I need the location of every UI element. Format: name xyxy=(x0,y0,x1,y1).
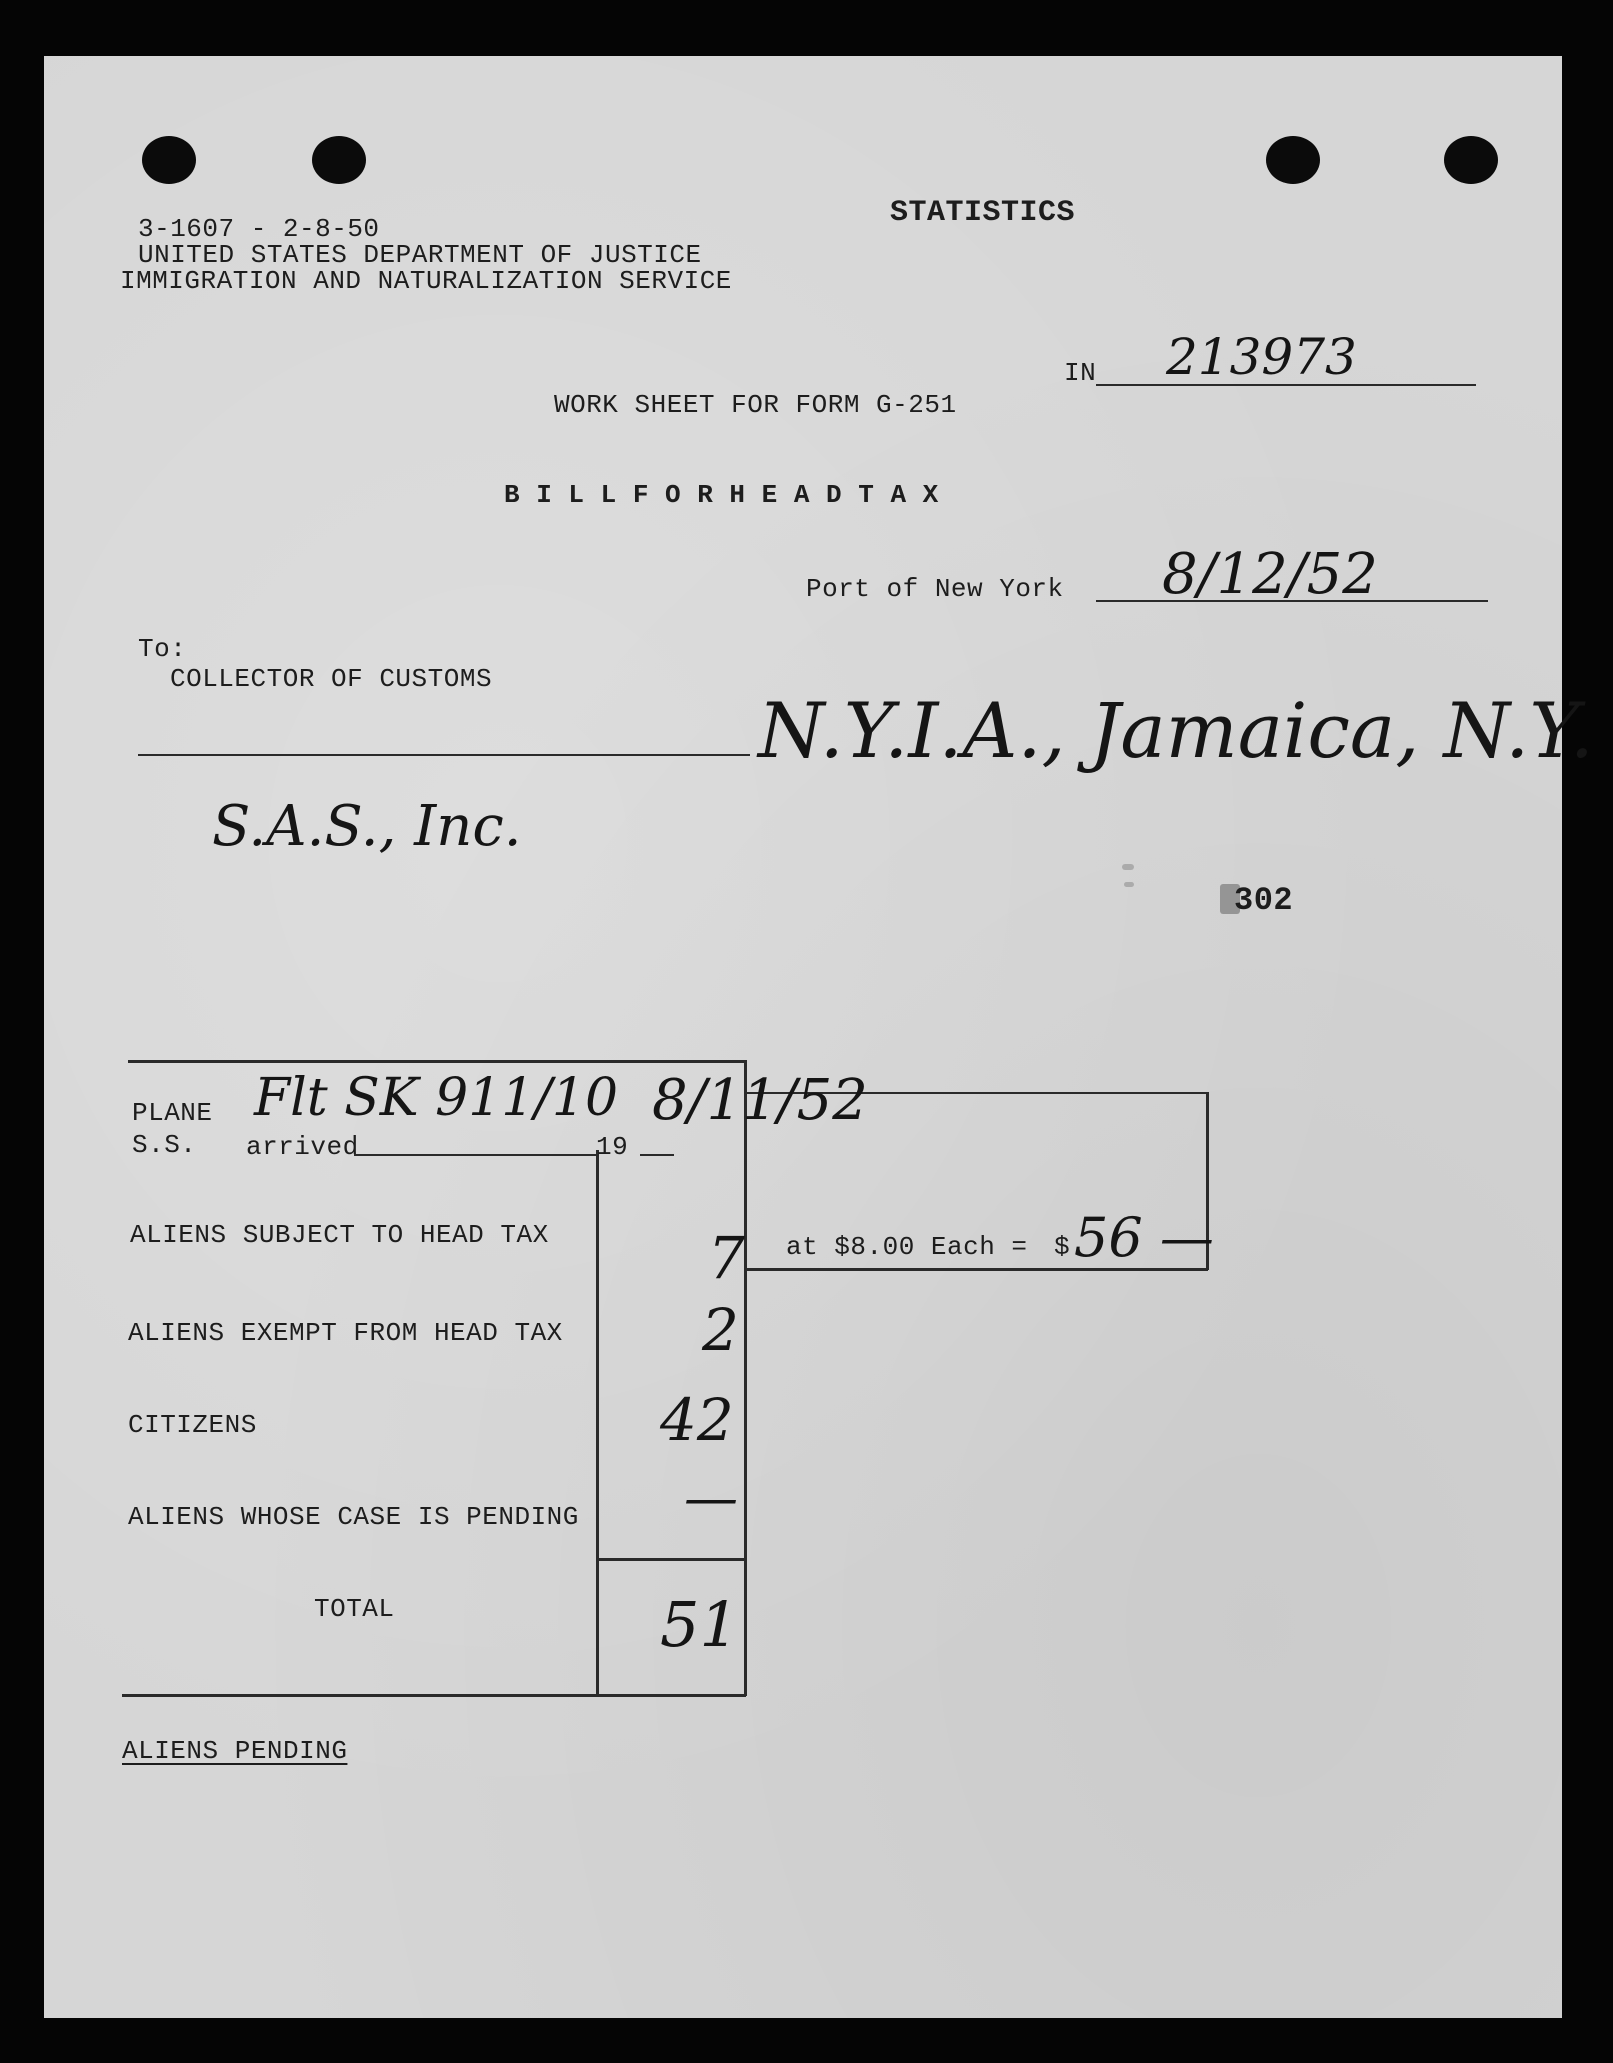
table-bottom-line xyxy=(122,1694,746,1697)
form-code: 3-1607 - 2-8-50 xyxy=(138,214,380,244)
in-number: 213973 xyxy=(1166,328,1357,386)
statistics-stamp: STATISTICS xyxy=(890,196,1076,230)
ss-label: S.S. xyxy=(132,1130,197,1160)
table-top-line xyxy=(128,1060,746,1063)
total-value: 51 xyxy=(660,1588,739,1661)
table-right-border xyxy=(744,1060,747,1696)
arrived-line xyxy=(354,1154,598,1156)
collector-line xyxy=(138,754,750,756)
pending-label: ALIENS WHOSE CASE IS PENDING xyxy=(128,1502,579,1532)
department-name: UNITED STATES DEPARTMENT OF JUSTICE xyxy=(138,240,702,270)
total-divider xyxy=(596,1558,746,1561)
aliens-pending-heading: ALIENS PENDING xyxy=(122,1736,348,1766)
year-line xyxy=(640,1154,674,1156)
tax-amount: 56 — xyxy=(1074,1206,1214,1269)
punch-hole xyxy=(142,136,196,184)
punch-hole xyxy=(312,136,366,184)
to-label: To: xyxy=(138,634,187,664)
stamp-smudge xyxy=(1124,882,1134,887)
arrival-date: 8/11/52 xyxy=(652,1068,868,1133)
airport-location: N.Y.I.A., Jamaica, N.Y. xyxy=(758,686,1594,775)
bill-date: 8/12/52 xyxy=(1162,542,1378,607)
carrier-name: S.A.S., Inc. xyxy=(212,794,522,859)
exempt-label: ALIENS EXEMPT FROM HEAD TAX xyxy=(128,1318,563,1348)
exempt-value: 2 xyxy=(702,1296,739,1364)
subject-value: 7 xyxy=(708,1224,745,1292)
service-name: IMMIGRATION AND NATURALIZATION SERVICE xyxy=(120,266,732,296)
total-label: TOTAL xyxy=(314,1594,395,1624)
punch-hole xyxy=(1266,136,1320,184)
citizens-value: 42 xyxy=(660,1386,734,1454)
document-page xyxy=(44,56,1594,2018)
collector-name: COLLECTOR OF CUSTOMS xyxy=(170,664,493,694)
stamp-smudge xyxy=(1122,864,1134,870)
flight-number: Flt SK 911/10 xyxy=(254,1068,619,1128)
dollar-sign: $ xyxy=(1054,1232,1071,1262)
count-column-left xyxy=(596,1150,599,1696)
worksheet-title: WORK SHEET FOR FORM G-251 xyxy=(554,390,957,420)
subject-label: ALIENS SUBJECT TO HEAD TAX xyxy=(130,1220,549,1250)
port-label: Port of New York xyxy=(806,574,1064,604)
rate-text: at $8.00 Each = xyxy=(786,1232,1028,1262)
year-prefix: 19 xyxy=(596,1132,629,1162)
stamp-number: 302 xyxy=(1234,882,1294,919)
pending-value: — xyxy=(684,1466,738,1529)
bill-title: B I L L F O R H E A D T A X xyxy=(504,480,939,510)
punch-hole xyxy=(1444,136,1498,184)
citizens-label: CITIZENS xyxy=(128,1410,257,1440)
arrived-label: arrived xyxy=(246,1132,359,1162)
plane-label: PLANE xyxy=(132,1098,213,1128)
in-label: IN xyxy=(1064,358,1097,388)
